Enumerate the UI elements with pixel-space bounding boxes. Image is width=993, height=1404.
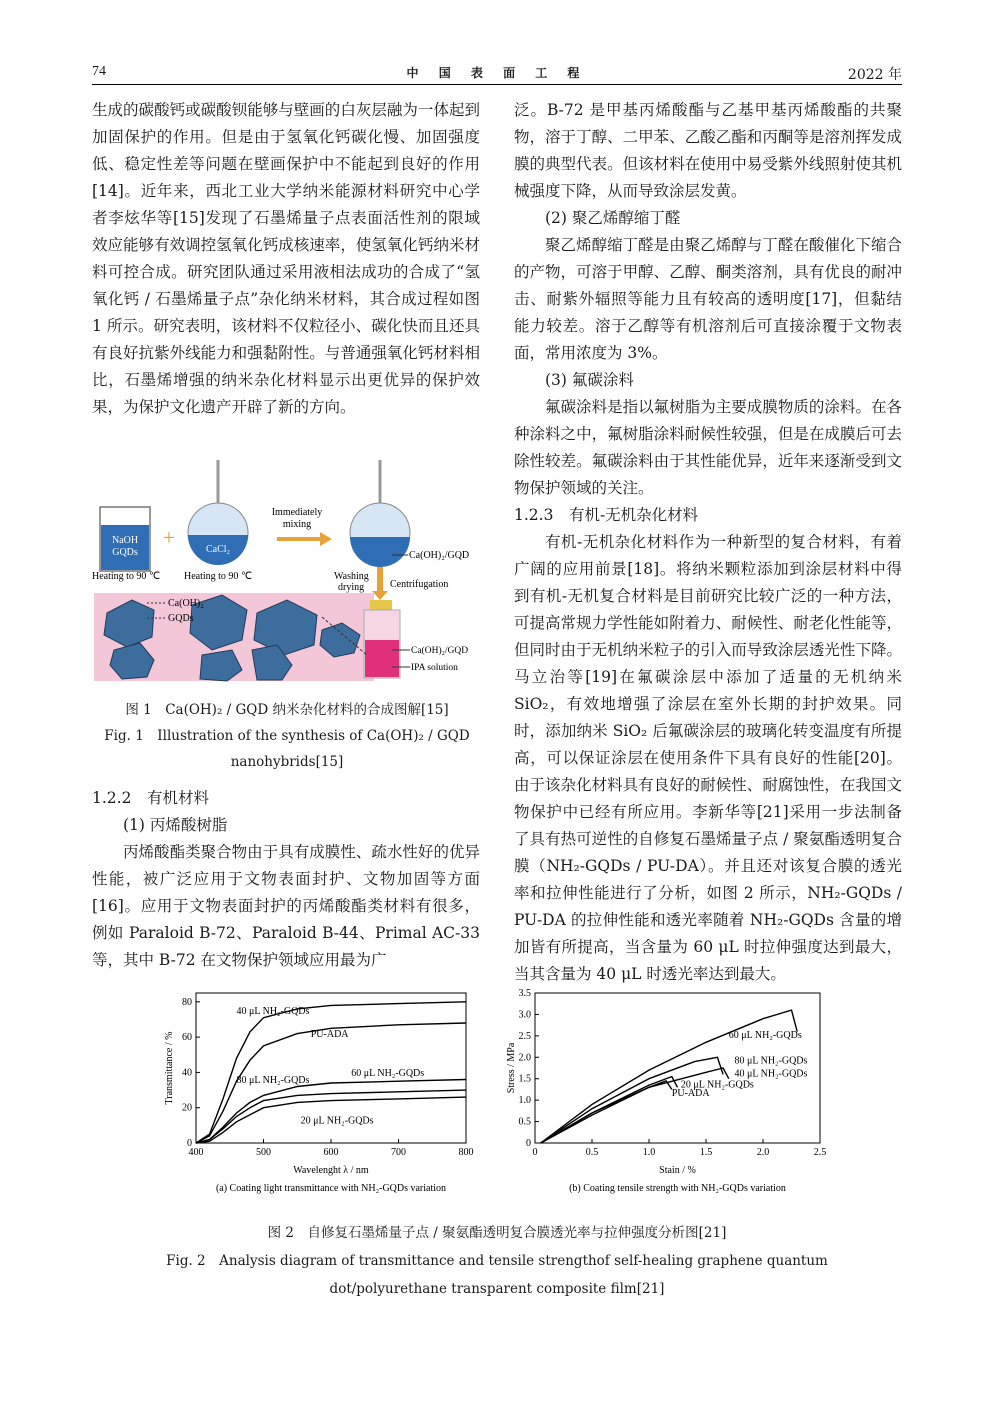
caption-cn: 图 1 Ca(OH)₂ / GQD 纳米杂化材料的合成图解[15]: [125, 702, 449, 718]
section-heading-1-2-2: 1.2.2 有机材料: [92, 789, 209, 807]
caption-en-2: nanohybrids[15]: [230, 754, 344, 770]
y-tick-label: 1.5: [518, 1073, 531, 1085]
x-tick-label: 2.0: [756, 1147, 770, 1158]
plus-sign: +: [162, 525, 176, 550]
y-axis-label: Transmittance / %: [164, 1031, 175, 1105]
heat-label-1: Heating to 90 ℃: [92, 571, 161, 582]
naoh-label: NaOH: [111, 535, 139, 546]
series-label: 60 μL NH₂-GQDs: [351, 1067, 425, 1079]
series-line: [196, 1080, 466, 1144]
figure-2-caption: [92, 1222, 902, 1300]
series-label: PU-ADA: [310, 1029, 349, 1041]
subfigure-caption: (b) Coating tensile strength with NH₂-GQDs variation: [569, 1183, 786, 1194]
left-column-bottom: [92, 785, 480, 974]
figure-1-caption: [92, 699, 482, 773]
caption-en-1: Fig. 2 Analysis diagram of transmittance and tensile strengthof self-healing graphene quantum: [166, 1253, 828, 1269]
y-axis-label: Stress / MPa: [506, 1042, 517, 1094]
y-tick-label: 3.0: [518, 1009, 531, 1021]
heat-label-2: Heating to 90 ℃: [184, 571, 253, 582]
paragraph: 聚乙烯醇缩丁醛是由聚乙烯醇与丁醛在酸催化下缩合的产物，可溶于甲醇、乙醇、酮类溶剂，具有优良的耐冲击、耐紫外辐照等能力且有较高的透明度[17]，但黏结能力较差。溶于乙醇等有机溶剂后可直接涂覆于文物表面，常用浓度为 3%。: [514, 236, 902, 362]
drying-label: drying: [338, 582, 365, 593]
series-label: 20 μL NH₂-GQDs: [680, 1079, 754, 1091]
subheading-acrylic: (1) 丙烯酸树脂: [123, 816, 228, 834]
subheading-fluorocarbon: (3) 氟碳涂料: [545, 371, 634, 389]
right-column: [514, 97, 902, 988]
ipa-label: IPA solution: [411, 663, 458, 673]
subheading-pvb: (2) 聚乙烯醇缩丁醛: [545, 209, 681, 227]
series-label: PU-ADA: [671, 1087, 710, 1099]
series-label: 60 μL NH₂-GQDs: [728, 1030, 802, 1041]
x-tick-label: 800: [458, 1147, 474, 1158]
y-tick-label: 40: [182, 1067, 192, 1079]
cacl2-label: CaCl₂: [205, 544, 231, 555]
centrifugation-label: Centrifugation: [390, 579, 449, 590]
x-tick-label: 700: [391, 1147, 406, 1158]
series-line: [541, 1081, 672, 1143]
immediately-label: Immediately: [271, 507, 323, 518]
series-label: 80 μL NH₂-GQDs: [236, 1075, 310, 1086]
page-number: 74: [92, 64, 106, 79]
year: 2022 年: [847, 67, 902, 83]
tensile-chart: [500, 985, 840, 1213]
y-tick-label: 0.5: [518, 1116, 531, 1128]
caption-en-1: Fig. 1 Illustration of the synthesis of Ca(OH)₂ / GQD: [104, 728, 470, 744]
x-tick-label: 1.0: [642, 1147, 656, 1158]
x-axis-label: Wavelenght λ / nm: [293, 1165, 369, 1176]
x-tick-label: 2.5: [813, 1147, 827, 1158]
series-line: [541, 1057, 723, 1143]
caption-en-2: dot/polyurethane transparent composite film[21]: [329, 1281, 665, 1297]
y-tick-label: 0: [187, 1138, 192, 1149]
series-line: [541, 1077, 678, 1143]
series-label: 40 μL NH₂-GQDs: [734, 1068, 808, 1080]
series-label: 20 μL NH₂-GQDs: [300, 1115, 374, 1127]
caoh-label: Ca(OH)₂: [168, 598, 204, 609]
series-label: 80 μL NH₂-GQDs: [734, 1055, 808, 1067]
y-tick-label: 1.0: [518, 1095, 531, 1107]
series-label: 40 μL NH₂-GQDs: [236, 1006, 310, 1018]
paragraph: 氟碳涂料是指以氟树脂为主要成膜物质的涂料。在各种涂料之中，氟树脂涂料耐候性较强，但是在成膜后可去除性较差。氟碳涂料由于其性能优异，近年来逐渐受到文物保护领域的关注。: [514, 398, 902, 497]
figure-1: [92, 455, 482, 685]
caption-cn: 图 2 自修复石墨烯量子点 / 聚氨酯透明复合膜透光率与拉伸强度分析图[21]: [267, 1225, 727, 1241]
x-tick-label: 0: [532, 1147, 538, 1158]
synthesis-diagram: [92, 455, 482, 685]
paragraph: 泛。B-72 是甲基丙烯酸酯与乙基甲基丙烯酸酯的共聚物，溶于丁醇、二甲苯、乙酸乙酯和丙酮等是溶剂挥发成膜的典型代表。但该材料在使用中易受紫外线照射使其机械强度下降，从而导致涂层发黄。: [514, 101, 902, 200]
y-tick-label: 0: [526, 1138, 531, 1149]
x-tick-label: 0.5: [585, 1147, 599, 1158]
washing-label: Washing: [334, 571, 369, 582]
y-tick-label: 20: [182, 1102, 192, 1114]
gqds-beaker-label: GQDs: [112, 547, 138, 558]
y-tick-label: 2.0: [518, 1052, 531, 1064]
y-tick-label: 80: [182, 996, 192, 1008]
vial-product-label: Ca(OH)₂/GQD: [411, 646, 469, 656]
paragraph: 丙烯酸酯类聚合物由于具有成膜性、疏水性好的优异性能，被广泛应用于文物表面封护、文物加固等方面[16]。应用于文物表面封护的丙烯酸酯类材料有很多，例如 Paraloid B-72、Paraloid B-44、Primal AC-33 等，其中 B-72 在文物保护领域应用最为广: [92, 843, 480, 969]
product-label: Ca(OH)₂/GQD: [409, 550, 470, 561]
section-heading-1-2-3: 1.2.3 有机-无机杂化材料: [514, 506, 699, 524]
paragraph: 有机-无机杂化材料作为一种新型的复合材料，有着广阔的应用前景[18]。将纳米颗粒添加到涂层材料中得到有机-无机复合材料是目前研究比较广泛的一种方法，可提高常规力学性能如附着力、耐候性、耐老化性能等，但同时由于无机纳米粒子的引入而导致涂层透光性下降。马立治等[19]在氟碳涂层中添加了适量的无机纳米 SiO₂，有效地增强了涂层在室外长期的封护效果。同时，添加纳米 SiO₂ 后氟碳涂层的玻璃化转变温度有所提高，可以保证涂层在使用条件下具有良好的性能[20]。由于该杂化材料具有良好的耐候性、耐腐蚀性，在我国文物保护中已经有所应用。李新华等[21]采用一步法制备了具有热可逆性的自修复石墨烯量子点 / 聚氨酯透明复合膜（NH₂-GQDs / PU-DA）。并且还对该复合膜的透光率和拉伸性能进行了分析，如图 2 所示，NH₂-GQDs / PU-DA 的拉伸性能和透光率随着 NH₂-GQDs 含量的增加皆有所提高，当含量为 60 μL 时拉伸强度达到最大，当其含量为 40 μL 时透光率达到最大。: [514, 533, 902, 983]
x-tick-label: 400: [188, 1147, 204, 1158]
arrow-right-icon: [277, 532, 332, 546]
paragraph: 生成的碳酸钙或碳酸钡能够与壁画的白灰层融为一体起到加固保护的作用。但是由于氢氧化钙碳化慢、加固强度低、稳定性差等问题在壁画保护中不能起到良好的作用[14]。近年来，西北工业大学纳米能源材料研究中心学者李炫华等[15]发现了石墨烯量子点表面活性剂的限域效应能够有效调控氢氧化钙成核速率，使氢氧化钙纳米材料可控合成。研究团队通过采用液相法成功的合成了“氢氧化钙 / 石墨烯量子点”杂化纳米材料，其合成过程如图 1 所示。研究表明，该材料不仅粒径小、碳化快而且还具有良好抗紫外线能力和强黏附性。与普通强氧化钙材料相比，石墨烯增强的纳米杂化材料显示出更优异的保护效果，为保护文化遗产开辟了新的方向。: [92, 101, 480, 416]
journal-title: 中 国 表 面 工 程: [406, 66, 588, 80]
arrow-down-icon: [372, 567, 388, 600]
x-tick-label: 1.5: [699, 1147, 713, 1158]
x-tick-label: 500: [256, 1147, 271, 1158]
y-tick-label: 2.5: [518, 1030, 531, 1042]
y-tick-label: 60: [182, 1032, 192, 1044]
y-tick-label: 3.5: [518, 988, 531, 999]
x-axis-label: Stain / %: [659, 1165, 696, 1176]
transmittance-chart: [150, 985, 490, 1213]
running-header: [92, 62, 902, 85]
left-column-top: [92, 97, 480, 421]
subfigure-caption: (a) Coating light transmittance with NH₂-GQDs variation: [215, 1183, 447, 1194]
x-tick-label: 600: [323, 1147, 339, 1158]
mixing-label: mixing: [282, 519, 312, 530]
gqds-label: GQDs: [168, 613, 194, 624]
